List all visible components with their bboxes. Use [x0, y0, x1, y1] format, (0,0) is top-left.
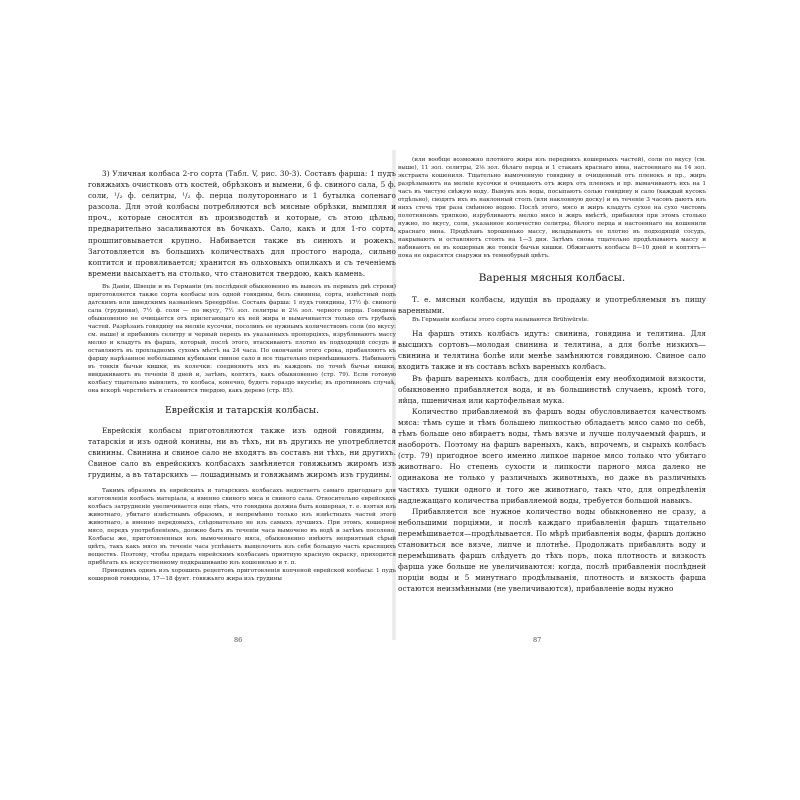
paragraph-jewish-intro: Еврейскія колбасы приготовляются также изъ одной говядины, а татарскія и изъ одной конины, ни въ тѣхъ, ни въ другихъ не употребляется свинины. Свинина и свиное сало не входятъ въ составъ ни тѣхъ, ни другихъ. Свиное сало въ еврейскихъ колбасахъ замѣняется говяжьимъ жиромъ изъ грудины, а въ татарскихъ — лошадинымъ и говяжьимъ жиромъ изъ грудины. [88, 425, 396, 480]
paragraph-boiled-definition: Т. е. мясныя колбасы, идущія въ продажу и употребляемыя въ пищу варенными. [398, 295, 706, 316]
section-heading-jewish-tatar: Еврейскія и татарскія колбасы. [165, 404, 319, 416]
paragraph-farsh-ingredients: На фаршъ этихъ колбасъ идутъ: свинина, говядина и телятина. Для высшихъ сортовъ—молодая свинина и телятина, а для болѣе низкихъ—свинина и телятина болѣе или менѣе замѣняются говядиною. Свиное сало входитъ также и въ составъ всѣхъ вареныхъ колбасъ. [398, 329, 706, 372]
paragraph-uličnaya-kolbasa: 3) Уличная колбаса 2-го сорта (Табл. V, рис. 30-3). Составъ фарша: 1 пудъ говяжьихъ очистковъ отъ костей, обрѣзковъ и вымени, 6 ф. свиного сала, 5 ф. соли, ¹/₂ ф. селитры, ¹/₂ ф. перца полутороннаго и 1 бутылка соленаго разсола. Для этой колбасы потребляются всѣ мясные обрѣзки, вымпляя и проч., которые сносятся въ производствѣ и которые, съ этою цѣлью, предварительно засаливаются въ бочкахъ. Сало, какъ и для 1-го сорта, прошпиговывается крупно. Набивается также въ синюхъ и рожекъ. Заготовляется въ большихъ количествахъ для простого народа, сильно коптится и провяливается; хранится въ ольховыхъ опилкахъ и съ теченіемъ времени высыхаетъ на столько, что становится твердою, какъ камень. [88, 169, 396, 278]
paragraph-water-added: Въ фаршъ вареныхъ колбасъ, для сообщенія ему необходимой вязкости, обыкновенно прибавляется вода, и въ большинствѣ случаевъ, кромѣ того, яйца, пшеничная или картофельная мука. [398, 373, 706, 405]
paragraph-water-portions: Прибавляется все нужное количество воды обыкновенно не сразу, а небольшими порціями, и послѣ каждаго прибавленія фаршъ тщательно перемѣшивается—продѣлывается. По мѣрѣ прибавленія воды, фаршъ должно становиться все вязче, липче и плотнѣе. Продолжать прибавлять воду и перемѣшивать фаршъ слѣдуетъ до тѣхъ поръ, пока плотность и вязкость фарша уже больше не увеличиваются: когда, послѣ прибавленія послѣдней порціи воды и 5 минутнаго продѣлыванія, плотность и вязкость фарша остаются неизмѣнными (не увеличиваются), прибавленіе воды нужно [398, 506, 706, 594]
paragraph-water-quantity: Количество прибавляемой въ фаршъ воды обусловливается качествомъ мяса: тѣмъ суше и тѣмъ большею липкостью обладаетъ мясо само по себѣ, тѣмъ больше оно вбираетъ воды, тѣмъ вязче и лучше получаемый фаршъ, и наоборотъ. Поэтому на фаршъ вареныхъ, какъ, впрочемъ, и сырыхъ колбасъ (стр. 79) пригодное всего именно липкое парное мясо только что убитаго животнаго. Но степень сухости и липкости парного мяса далеко не одинакова не только у различныхъ животныхъ, но даже въ различныхъ частяхъ тушки одного и того же животнаго, такъ что, для опредѣленія надлежащаго количества прибавляемой воды, требуется большой навыкъ. [398, 406, 706, 505]
paragraph-kosher-details: Такимъ образомъ въ еврейскихъ и татарскихъ колбасахъ недостаетъ самаго пригоднаго для изготовленія колбасъ матеріала, а именно свиного мяса и свиного сала. Относительно еврейскихъ колбасъ затрудненіе увеличивается еще тѣмъ, что говядина должна быть кошерная, т. е. взятая изъ животнаго, убитаго извѣстнымъ образомъ, и непремѣнно только изъ извѣстныхъ частей этого животнаго, а именно передовыхъ, слѣдовательно не изъ самыхъ лучшихъ. При этомъ, кошерное мясо, передъ употребленіемъ, должно быть въ теченіи часа вымочено въ водѣ и затѣмъ посолено. Колбасы же, приготовленныя изъ вымоченнаго мяса, обыкновенно имѣютъ неприятный сѣрый цвѣтъ, такъ какъ мясо въ теченіе часа успѣваетъ выщелочить изъ себя большую часть красящихъ веществъ. Поэтому, чтобы придать еврейскимъ колбасамъ приятную красную окраску, приходится прибѣгать къ искусственному подкрашиванію изъ кошенилью и т. п. [88, 488, 396, 567]
paragraph-bruhwurste: Въ Германіи колбасы этого сорта называются Brühwürste. [412, 317, 589, 324]
section-heading-boiled-sausages: Вареныя мясныя колбасы. [478, 272, 626, 284]
paragraph-recipe-continued: (или вообще возможно плотного жира изъ переднихъ кошерныхъ частей), соли по вкусу (см. выше), 11 зол. селитры, 2⅛ зол. бѣлаго перца и 1 стаканъ краснаго вина, настоеннаго на 14 зол. экстракта кошениля. Тщательно вымоченную говядину и очищенный отъ пленокъ и пр., жиръ разрѣзываютъ на мелкіе кусочки и очищаютъ отъ жиръ отъ пленокъ и пр. вымачиваютъ ихъ на 1 часъ въ чистую свѣжую воду. Вынувъ изъ воды, посыпаютъ солью говядину и сало (каждый кусокъ отдѣльно), сводятъ ихъ въ наклонный столъ (или наклонную доску) и въ теченіе 3 часовъ даютъ изъ нихъ стечь три раза смѣнною водою. Послѣ этого, мясо и жиръ кладутъ сухое на сухо чистомъ полотняномъ тряпкою, изрубливаютъ мелко мясо и жиръ вмѣстѣ, прибавляя при этомъ столько нужно, по вкусу, соли, указанное количество селитры, бѣлого перца и настоеннаго на кошенили краснаго вина. Продѣлавъ хорошенько массу, вкладываютъ ее плотно въ подходящій сосудъ, накрываютъ и оставляютъ стоять на 1—3 дня. Затѣмъ снова тщательно продѣлываютъ массу и набиваютъ ее въ кошерныя же тонкія бычьи кишки. Обжигаютъ колбасы 8—10 дней и коптятъ—пока не окрасятся снаружи въ темнобурый цвѣтъ. [398, 157, 706, 259]
page-number-right: 87 [533, 636, 542, 644]
paragraph-speegpolse: Въ Даніи, Швеціи и въ Германіи (въ послѣдней обыкновенно въ вывозъ въ первыхъ двѣ строки) приготовляется также сорта колбасы изъ одной говядины, безъ свинины, сорта, извѣстный подъ датскимъ или шведскимъ названіемъ Speegpölse. Составъ фарша: 1 пудъ говядины, 17½ ф. свиного сала (грудинки), 7½ ф. соли — по вкусу, 7½ зол. селитры и 2⅛ зол. черного перца. Говядина обыкновенно не очищается отъ прилегающаго къ ней жира и вымачивается только отъ грубыхъ частей. Разрѣзанъ говядину на мелкіе кусочки, посоливъ ее нужнымъ количествомъ соли (по вкусу: см. выше) и прибавивъ селитру и черный перецъ въ указанныхъ пропорціяхъ, изрубливаютъ массу мелко и кладутъ въ фаршъ, который, послѣ этого, втаскиваютъ плотно въ подходящій сосудъ и оставляютъ въ прохладномъ сухомъ мѣстѣ на 24 часа. По окончаніи этого срока, прибавляютъ къ фаршу нарѣзанное небольшими кубиками свиное сало и все тщательно перемѣшиваютъ. Набиваютъ въ тонкія бычьи кишки, въ колечки: соединяютъ ихъ въ каждомъ по точнѣ бычьи кишки, вивдакиваютъ въ теченіи 8 дней и, затѣмъ, коптятъ, какъ обыкновенно (стр. 79). Если готовую колбасу тщательно вывялить, то колбаса, конечно, будетъ гораздо вкуснѣе; въ противномъ случаѣ, она вскорѣ черствѣетъ и становится твердою, какъ дерево (стр. 85). [88, 283, 396, 394]
left-page [88, 168, 396, 643]
page-number-left: 86 [234, 636, 243, 644]
right-page [398, 156, 706, 631]
paragraph-recipe-start: Приводимъ одинъ изъ хорошихъ рецептовъ приготовленія копченой еврейской колбасы: 1 пудъ кошерной говядины, 17—18 фунт. говяжьяго жира изъ грудины [88, 568, 396, 583]
